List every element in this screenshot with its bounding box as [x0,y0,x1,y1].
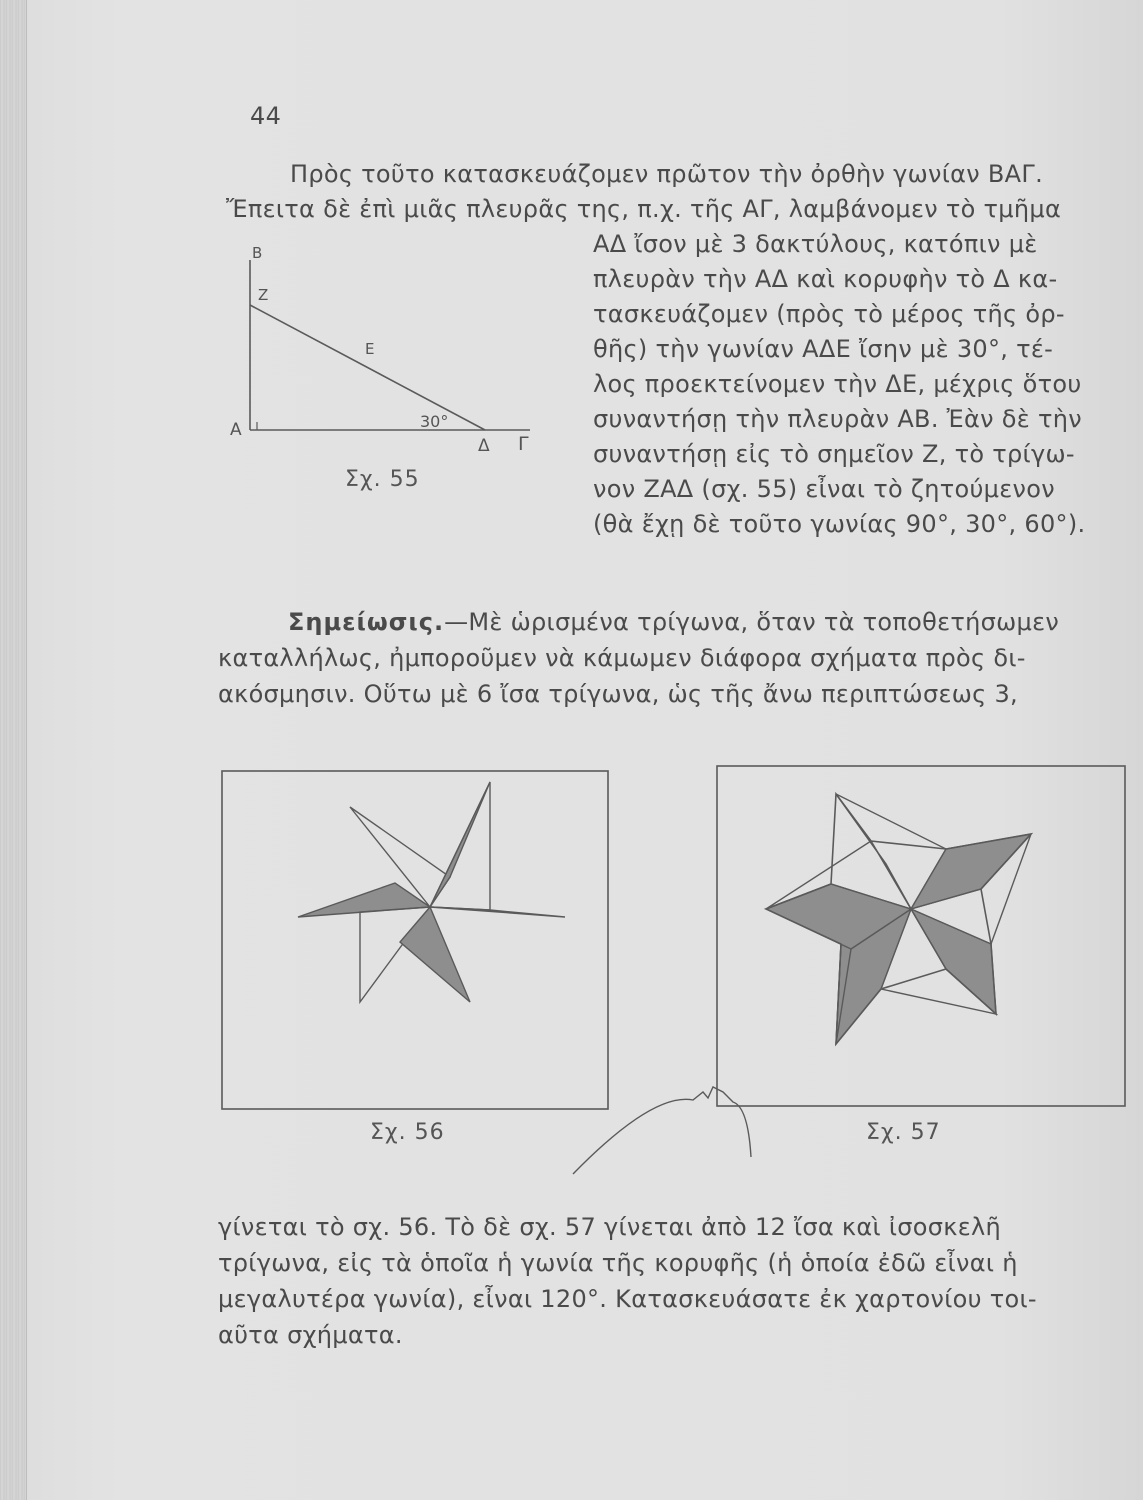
fig55-angle-label: 30° [420,412,449,431]
paragraph1-line2: Ἔπειτα δὲ ἐπὶ μιᾶς πλευρᾶς της, π.χ. τῆς ΑΓ, λαμβάνομεν τὸ τμῆμα [226,195,1062,223]
paragraph1-line11: (θὰ ἔχῃ δὲ τοῦτο γωνίας 90°, 30°, 60°). [593,510,1086,538]
fig55-hypotenuse-ZD [250,305,485,430]
page-number: 44 [250,102,282,130]
paragraph2-line2: τρίγωνα, εἰς τὰ ὁποῖα ἡ γωνία τῆς κορυφῆς (ἡ ὁποία ἐδῶ εἶναι ἡ [218,1249,1018,1277]
fig56-pinwheel-figure [218,765,613,1115]
fig55-label-Z: Ζ [258,286,269,304]
fig55-label-G: Γ [518,433,529,455]
page-binding-edge [0,0,27,1500]
paragraph2-line1: γίνεται τὸ σχ. 56. Τὸ δὲ σχ. 57 γίνεται ἀπὸ 12 ἴσα καὶ ἰσοσκελῆ [218,1213,1001,1241]
note-heading: Σημείωσις. [288,608,445,636]
note-line1-text: —Μὲ ὡρισμένα τρίγωνα, ὅταν τὰ τοποθετήσωμεν [444,608,1060,636]
paragraph1-line6: θῆς) τὴν γωνίαν ΑΔΕ ἴσην μὲ 30°, τέ- [593,335,1054,363]
fig55-triangle-diagram [230,250,540,450]
paragraph1-line4: πλευρὰν τὴν ΑΔ καὶ κορυφὴν τὸ Δ κα- [593,265,1058,293]
paragraph1-line10: νον ΖΑΔ (σχ. 55) εἶναι τὸ ζητούμενον [593,475,1055,503]
note-line2: καταλλήλως, ἠμποροῦμεν νὰ κάμωμεν διάφορα σχήματα πρὸς δι- [218,644,1026,672]
fig55-label-E: Ε [365,340,375,358]
paragraph2-line3: μεγαλυτέρα γωνία), εἶναι 120°. Κατασκευάσατε ἐκ χαρτονίου τοι- [218,1285,1037,1313]
fig55-label-D: Δ [478,436,490,456]
fig56-triangle-6 [400,907,470,1002]
fig57-star-figure [713,762,1129,1112]
paragraph1-line5: τασκευάζομεν (πρὸς τὸ μέρος τῆς ὀρ- [593,300,1065,328]
paragraph1-line3: ΑΔ ἴσον μὲ 3 δακτύλους, κατόπιν μὲ [593,230,1038,258]
fig56-caption: Σχ. 56 [370,1120,445,1145]
paragraph2-line4: αῦτα σχήματα. [218,1321,403,1349]
fig55-label-A: Α [230,420,242,440]
paragraph1-line8: συναντήσῃ τὴν πλευρὰν ΑΒ. Ἐὰν δὲ τὴν [593,405,1082,433]
fig57-frame [717,766,1125,1106]
fig55-label-B: Β [252,244,263,262]
fig57-caption: Σχ. 57 [866,1120,941,1145]
paragraph1-line7: λος προεκτείνομεν τὴν ΔΕ, μέχρις ὅτου [593,370,1082,398]
paragraph1-line1: Πρὸς τοῦτο κατασκευάζομεν πρῶτον τὴν ὀρθὴν γωνίαν ΒΑΓ. [290,160,1044,188]
paragraph1-line9: συναντήσῃ εἰς τὸ σημεῖον Ζ, τὸ τρίγω- [593,440,1075,468]
note-line3: ακόσμησιν. Οὕτω μὲ 6 ἴσα τρίγωνα, ὡς τῆς ἄνω περιπτώσεως 3, [218,680,1018,708]
fig55-caption: Σχ. 55 [345,467,420,492]
fig56-triangle-7 [430,907,565,917]
note-line1 [288,608,1059,636]
